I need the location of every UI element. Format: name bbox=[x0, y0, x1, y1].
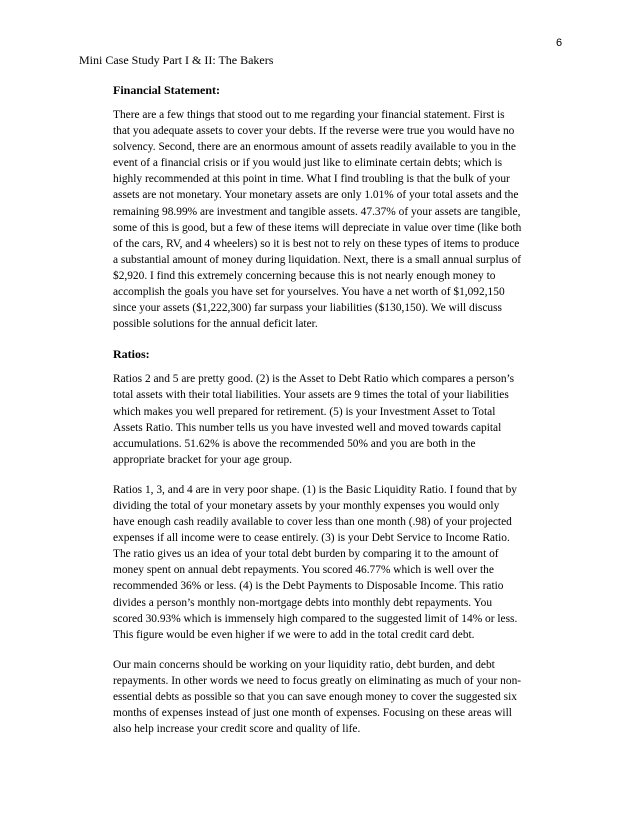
text-line: a substantial amount of money during liquidation. Next, there is a small annual surplus of bbox=[113, 253, 522, 266]
ratios-section bbox=[113, 346, 573, 737]
text-line: that you adequate assets to cover your debts. If the reverse were true you would have no bbox=[113, 125, 515, 138]
text-line: event of a financial crisis or if you would just like to eliminate certain debts; which is bbox=[113, 157, 503, 170]
text-line: possible solutions for the annual deficit later. bbox=[113, 318, 318, 331]
text-line: expenses if all income were to cease entirely. (3) is your Debt Service to Income Ratio. bbox=[113, 532, 510, 545]
text-line: accumulations. 51.62% is above the recommended 50% and you are both in the bbox=[113, 437, 476, 450]
text-line: appropriate bracket for your age group. bbox=[113, 453, 293, 466]
text-line: Our main concerns should be working on your liquidity ratio, debt burden, and debt bbox=[113, 658, 495, 671]
text-line: accomplish the goals you have set for yourselves. You have a net worth of $1,092,150 bbox=[113, 286, 505, 299]
text-line: Ratios 1, 3, and 4 are in very poor shape. (1) is the Basic Liquidity Ratio. I found that by bbox=[113, 483, 517, 496]
text-line: some of this is good, but a few of these items will depreciate in value over time (like both bbox=[113, 221, 522, 234]
text-line: money spent on annual debt repayments. You scored 46.77% which is well over the bbox=[113, 564, 494, 577]
text-line: recommended 36% or less. (4) is the Debt Payments to Disposable Income. This ratio bbox=[113, 580, 504, 593]
text-line: repayments. In other words we need to focus greatly on eliminating as much of your non- bbox=[113, 674, 522, 687]
text-line: Assets Ratio. This number tells us you have invested well and moved towards capital bbox=[113, 421, 502, 434]
text-line: highly recommended at this point in time. What I find troubling is that the bulk of your bbox=[113, 173, 510, 186]
paragraph-good-ratios bbox=[113, 371, 573, 468]
text-line: Ratios 2 and 5 are pretty good. (2) is the Asset to Debt Ratio which compares a person’s bbox=[113, 373, 515, 386]
text-line: $2,920. I find this extremely concerning because this is not nearly enough money to bbox=[113, 269, 496, 282]
document-body bbox=[113, 82, 573, 751]
text-line: assets are not monetary. Your monetary assets are only 1.01% of your total assets and the bbox=[113, 189, 519, 202]
running-header: Mini Case Study Part I & II: The Bakers bbox=[79, 53, 274, 67]
text-line: of the cars, RV, and 4 wheelers) so it is best not to rely on these types of items to produce bbox=[113, 237, 520, 250]
section-heading-ratios: Ratios: bbox=[113, 347, 150, 362]
text-line: since your assets ($1,222,300) far surpass your liabilities ($130,150). We will discuss bbox=[113, 302, 502, 315]
page-number: 6 bbox=[556, 37, 563, 49]
text-line: essential debts as possible so that you can save enough money to cover the suggested six bbox=[113, 691, 517, 703]
text-line: This figure would be even higher if we were to add in the total credit card debt. bbox=[113, 628, 475, 641]
text-line: solvency. Second, there are an enormous amount of assets readily available to you in the bbox=[113, 141, 516, 154]
text-line: total assets with their total liabilities. Your assets are 9 times the total of your liabilities bbox=[113, 389, 509, 402]
text-line: months of expenses instead of just one month of expenses. Focusing on these areas will bbox=[113, 707, 512, 720]
text-line: have enough cash readily available to cover less than one month (.98) of your projected bbox=[113, 516, 512, 529]
text-line: The ratio gives us an idea of your total debt burden by comparing it to the amount of bbox=[113, 548, 499, 561]
text-line: which makes you well prepared for retirement. (5) is your Investment Asset to Total bbox=[113, 405, 496, 418]
paragraph-financial-statement bbox=[113, 107, 573, 332]
text-line: dividing the total of your monetary assets by your monthly expenses you would only bbox=[113, 499, 500, 512]
text-line: also help increase your credit score and quality of life. bbox=[113, 723, 361, 736]
text-line: remaining 98.99% are investment and tangible assets. 47.37% of your assets are tangible, bbox=[113, 205, 521, 218]
section-heading-financial-statement: Financial Statement: bbox=[113, 83, 220, 97]
financial-statement-section bbox=[113, 82, 573, 332]
text-line: scored 30.93% which is immensely high compared to the suggested limit of 14% or less. bbox=[113, 612, 518, 625]
text-line: divides a person’s monthly non-mortgage debts into monthly debt repayments. You bbox=[113, 596, 493, 609]
paragraph-poor-ratios bbox=[113, 482, 573, 643]
text-line: There are a few things that stood out to me regarding your financial statement. First is bbox=[113, 109, 505, 121]
paragraph-main-concerns bbox=[113, 657, 573, 737]
